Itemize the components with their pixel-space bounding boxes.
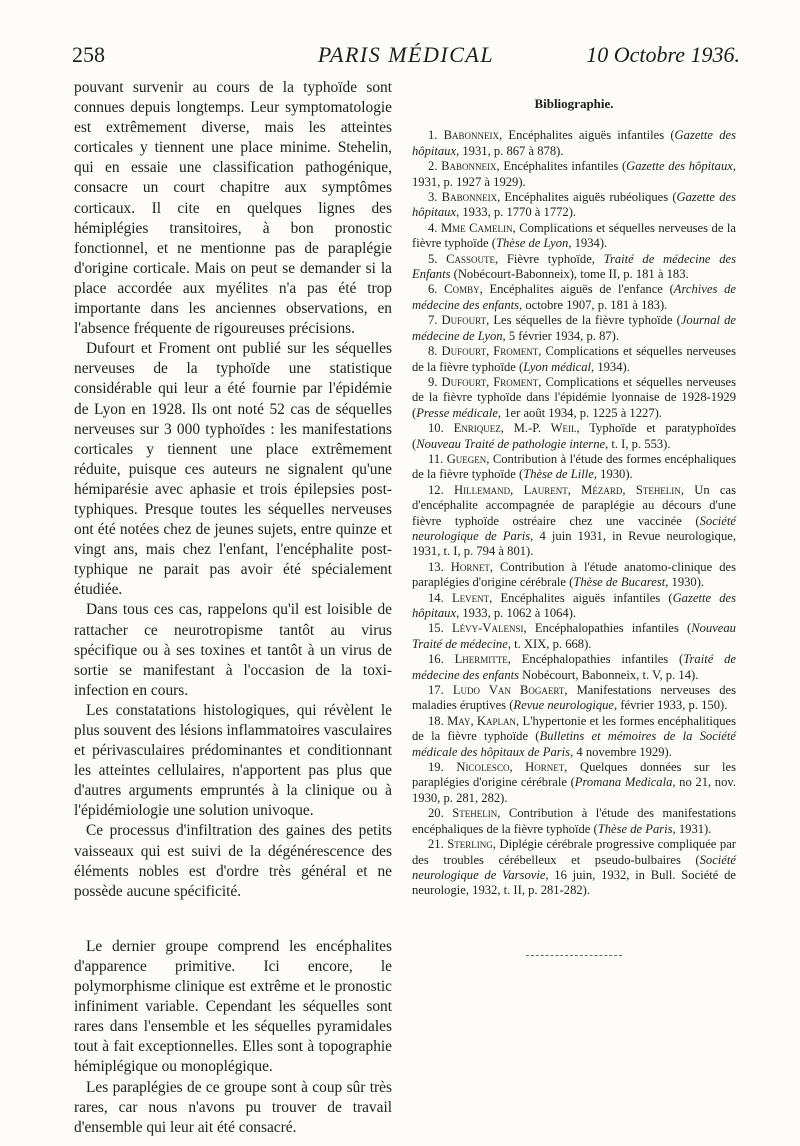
reference-author: Babonneix — [441, 159, 497, 174]
reference-title: , Complications et séquelles nerveuses de la fièvre typhoïde ( — [412, 344, 737, 374]
reference-details: , t. I, p. 553). — [605, 436, 671, 451]
reference-details: , 4 novembre 1929). — [570, 744, 672, 759]
reference-number: 3. — [428, 190, 438, 205]
reference-item — [412, 806, 736, 837]
reference-number: 8. — [428, 344, 438, 359]
reference-details: , 1933, p. 1770 à 1772). — [456, 205, 577, 220]
reference-number: 1. — [428, 128, 438, 143]
reference-item — [412, 221, 736, 252]
reference-details: , 1931, p. 1927 à 1929). — [412, 159, 736, 189]
reference-source: Archives de médecine des enfants — [412, 282, 736, 312]
reference-title: , Contribution à l'étude des formes encéphaliques de la fièvre typhoïde ( — [412, 451, 736, 482]
reference-source: Gazette des hôpitaux — [412, 590, 736, 620]
reference-item — [412, 128, 736, 159]
reference-source: Thèse de Lyon — [495, 236, 569, 251]
reference-item — [412, 282, 736, 313]
reference-number: 18. — [428, 713, 444, 728]
reference-number: 21. — [428, 837, 444, 852]
reference-source: Lyon médical — [523, 359, 592, 374]
issue-date: 10 Octobre 1936. — [586, 42, 740, 67]
reference-number: 2. — [428, 159, 438, 174]
reference-details: Nobécourt, Babonneix, t. V, p. 14). — [519, 667, 699, 682]
reference-item — [412, 652, 736, 683]
reference-item — [412, 621, 736, 652]
reference-author: Mme Camelin — [440, 220, 513, 235]
reference-title: , Typhoïde et paratyphoïdes ( — [412, 421, 736, 451]
reference-author: Hillemand, Laurent, Mézard, Stehelin — [454, 482, 681, 497]
reference-number: 10. — [428, 421, 444, 436]
reference-title: , Complications et séquelles nerveuses de la fièvre typhoïde dans l'épidémie lyonnaise de 1928-1929 ( — [412, 374, 737, 420]
reference-source: Gazette des hôpitaux — [412, 190, 736, 220]
reference-source: Promana Medicala — [574, 775, 673, 790]
reference-details: , 1931, p. 867 à 878). — [456, 143, 564, 158]
reference-title: , Complications et séquelles nerveuses de la fièvre typhoïde ( — [412, 220, 736, 251]
reference-number: 4. — [428, 220, 438, 235]
reference-title: , Encéphalites aiguës infantiles ( — [499, 128, 675, 143]
paragraph: Dufourt et Froment ont publié sur les séquelles nerveuses de la typhoïde une statistique considérable qui leur a été fournie par l'épidémie de Lyon en 1928. Ils ont noté 52 cas de séquelles nerveuses sur 3 000 typhoïdes : les manifestations corticales y tiennent une place extrêmement réduite, puisque ces auteurs ne signalent qu'une hémiparésie avec aphasie et trois épilepsies post-typhiques. Presque toutes les séquelles nerveuses ont été notées chez de jeunes sujets, entre quinze et vingt ans, mais chez l'enfant, l'encéphalite post-typhique ne parait pas avoir été spécialement étudiée. — [74, 340, 392, 599]
reference-item — [412, 760, 736, 806]
reference-author: Dufourt — [441, 313, 487, 328]
reference-source: Thèse de Lille — [523, 467, 594, 482]
reference-title: , Encéphalopathies infantiles ( — [523, 621, 692, 636]
reference-source: Gazette des hôpitaux — [626, 159, 733, 174]
reference-author: Levent — [451, 590, 490, 605]
reference-source: Presse médicale — [416, 405, 498, 420]
reference-source: Société neurologique de Paris — [412, 513, 736, 543]
reference-details: , 5 février 1934, p. 87). — [502, 328, 620, 343]
reference-title: , Encéphalites aiguës infantiles ( — [489, 590, 673, 605]
page-header — [72, 42, 740, 74]
reference-item — [412, 591, 736, 622]
reference-author: Stehelin — [452, 806, 498, 821]
reference-title: , Quelques données sur les paraplégies d'origine cérébrale ( — [412, 760, 736, 790]
reference-source: Société neurologique de Varsovie — [412, 852, 736, 882]
reference-number: 11. — [428, 451, 444, 466]
reference-number: 17. — [428, 683, 444, 698]
reference-details: , 1930). — [665, 575, 705, 590]
reference-title: , Diplégie cérébrale progressive compliquée par des troubles cérébelleux et pseudo-bulbaires ( — [412, 837, 736, 867]
paragraph: Le dernier groupe comprend les encéphalites d'apparence primitive. Ici encore, le polymorphisme clinique est extrême et le pronostic infiniment variable. Cependant les séquelles sont rares dans l'ensemble et les séquelles pyramidales tout à fait exceptionnelles. Elles sont à topographie hémiplégique ou monoplégique. — [74, 937, 392, 1076]
reference-title: , Contribution à l'étude anatomo-clinique des paraplégies d'origine cérébrale ( — [412, 559, 736, 590]
reference-source: Nouveau Traité de pathologie interne — [416, 436, 606, 451]
reference-author: Dufourt, Froment — [441, 344, 539, 359]
reference-source: Nouveau Traité de médecine — [412, 621, 736, 651]
reference-details: , 1933, p. 1062 à 1064). — [456, 606, 577, 620]
reference-number: 9. — [428, 374, 438, 389]
reference-details: , février 1933, p. 150). — [614, 698, 728, 713]
reference-details: , 1930). — [593, 467, 633, 482]
reference-details: , 1934). — [591, 359, 630, 374]
reference-title: , Les séquelles de la fièvre typhoïde ( — [486, 313, 681, 328]
reference-author: Sterling — [447, 837, 493, 852]
reference-source: Bulletins et mémoires de la Société médicale des hôpitaux de Paris — [412, 729, 736, 759]
reference-item — [412, 375, 736, 421]
reference-item — [412, 452, 736, 483]
reference-details: , 16 juin, 1932, in Bull. Société de neurologie, 1932, t. II, p. 281-282). — [412, 867, 736, 898]
reference-number: 14. — [428, 590, 444, 605]
reference-details: , 1931). — [672, 821, 712, 836]
reference-number: 13. — [428, 559, 444, 574]
end-rule — [526, 955, 622, 956]
reference-list — [412, 128, 736, 898]
reference-number: 12. — [428, 482, 444, 497]
reference-item — [412, 313, 736, 344]
reference-source: Traité de médecine des Enfants — [412, 251, 736, 282]
reference-item — [412, 159, 736, 190]
journal-title: PARIS MÉDICAL — [317, 42, 495, 67]
reference-source: Thèse de Paris — [597, 821, 673, 836]
page-number: 258 — [72, 42, 105, 67]
reference-title: , Fièvre typhoïde, — [495, 251, 604, 266]
reference-details: , 4 juin 1931, in Revue neurologique, 1931, t. I, p. 794 à 801). — [412, 528, 736, 559]
paragraph: Dans tous ces cas, rappelons qu'il est loisible de rattacher ce neurotropisme tantôt au virus spécifique ou à ses toxines et tantôt à un virus de sortie se manifestant à l'occasion de la toxi-infection en cours. — [74, 601, 392, 699]
reference-author: Nicolesco, Hornet — [456, 760, 565, 775]
reference-author: Babonneix — [443, 128, 500, 143]
reference-author: Comby — [444, 282, 480, 297]
reference-details: , octobre 1907, p. 181 à 183). — [519, 297, 668, 312]
left-column — [74, 78, 392, 1138]
reference-details: , no 21, nov. 1930, p. 281, 282). — [412, 775, 736, 805]
reference-item — [412, 483, 736, 560]
reference-title: , Encéphalites infantiles ( — [496, 159, 627, 174]
reference-author: Lhermitte — [454, 652, 508, 667]
bibliography-title: Bibliographie. — [534, 96, 614, 111]
reference-title: , Encéphalopathies infantiles ( — [507, 652, 684, 667]
reference-number: 19. — [428, 760, 444, 775]
reference-title: , Contribution à l'étude des manifestations encéphaliques de la fièvre typhoïde ( — [412, 806, 736, 836]
reference-number: 5. — [428, 251, 438, 266]
reference-item — [412, 837, 736, 899]
reference-title: , Encéphalites aiguës rubéoliques ( — [497, 190, 677, 205]
reference-author: Babonneix — [441, 190, 498, 205]
bibliography — [412, 96, 736, 956]
reference-item — [412, 252, 736, 283]
reference-source: Journal de médecine de Lyon — [412, 313, 736, 343]
reference-author: Dufourt, Froment — [441, 374, 539, 389]
reference-number: 15. — [428, 621, 444, 636]
reference-number: 6. — [428, 282, 438, 297]
reference-title: , Manifestations nerveuses des maladies éruptives ( — [412, 683, 736, 713]
reference-author: Guegen — [446, 451, 487, 466]
reference-source: Thèse de Bucarest — [573, 575, 666, 590]
reference-title: , Un cas d'encéphalite accompagnée de paraplégie au décours d'une fièvre typhoïde ostréaire chez une vaccinée ( — [412, 482, 737, 528]
reference-item — [412, 190, 736, 221]
reference-details: (Nobécourt-Babonneix), tome II, p. 181 à 183. — [450, 267, 689, 282]
paragraph: Les paraplégies de ce groupe sont à coup sûr très rares, car nous n'avons pu trouver de travail d'ensemble qui leur ait été consacré. — [74, 1078, 392, 1136]
reference-author: Hornet — [450, 559, 490, 574]
reference-source: Gazette des hôpitaux — [412, 128, 736, 158]
reference-author: Ludo Van Bogaert — [452, 683, 565, 698]
reference-number: 16. — [428, 652, 444, 667]
reference-item — [412, 683, 736, 714]
paragraph: Les constatations histologiques, qui révèlent le plus souvent des lésions inflammatoires vasculaires et périvasculaires prédominantes et conditionnant les atteintes cellulaires, n'apportent pas plus que d'autres arguments empruntés à la clinique ou à l'épidémiologie une solution univoque. — [74, 701, 392, 820]
reference-author: Cassoute — [446, 251, 496, 266]
reference-title: , L'hypertonie et les formes encéphalitiques de la fièvre typhoïde ( — [412, 713, 736, 744]
reference-title: , Encéphalites aiguës de l'enfance ( — [479, 282, 674, 297]
reference-source: Traité de médecine des enfants — [412, 652, 736, 682]
reference-details: , 1934). — [568, 236, 608, 251]
reference-author: Lévy-Valensi — [451, 621, 524, 636]
reference-item — [412, 421, 736, 452]
reference-number: 7. — [428, 313, 438, 328]
paragraph: Ce processus d'infiltration des gaines des petits vaisseaux qui est suivi de la dégénérescence des éléments nobles est d'ordre très général et ne possède aucune spécificité. — [74, 822, 392, 900]
reference-author: May, Kaplan — [447, 713, 517, 728]
reference-item — [412, 560, 736, 591]
reference-item — [412, 714, 736, 760]
reference-number: 20. — [428, 806, 444, 821]
reference-author: Enriquez, M.-P. Weil — [453, 421, 577, 436]
paragraph: pouvant survenir au cours de la typhoïde sont connues depuis longtemps. Leur symptomatologie est extrêmement diverse, mais les atteintes corticales y tiennent une place minime. Stehelin, qui en essaie une classification pathogénique, consacre un court chapitre aux symptômes corticaux. Il cite en quelques lignes des hémiplégies transitoires, à bon pronostic fonctionnel, et ne mentionne pas de paraplégie d'origine corticale. Mais on peut se demander si la place accordée aux myélites n'a pas été trop importante dans les anciennes observations, en l'absence fréquente de rigoureuses précisions. — [74, 79, 392, 338]
reference-details: , 1er août 1934, p. 1225 à 1227). — [497, 405, 662, 420]
reference-details: , t. XIX, p. 668). — [507, 636, 592, 651]
reference-source: Revue neurologique — [513, 698, 615, 713]
reference-item — [412, 344, 736, 375]
